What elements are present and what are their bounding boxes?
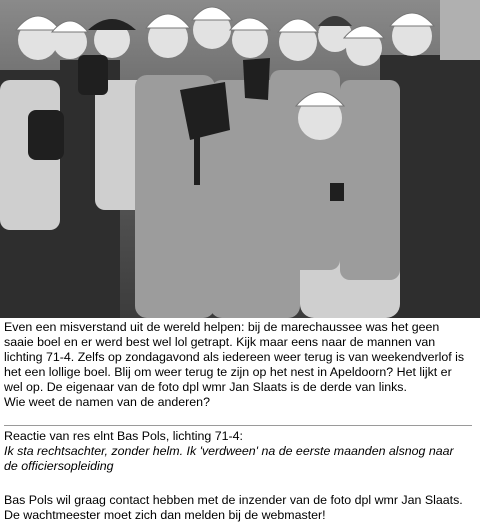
- caption-line: wel op. De eigenaar van de foto dpl wmr Jan Slaats is de derde van links.: [4, 380, 407, 394]
- reaction-quote: Ik sta rechtsachter, zonder helm. Ik 'verdween' na de eerste maanden alsnog naar: [4, 444, 454, 458]
- contact-note: [4, 493, 478, 523]
- contact-line: Bas Pols wil graag contact hebben met de inzender van de foto dpl wmr Jan Slaats.: [4, 493, 463, 507]
- reaction-block: [4, 429, 478, 474]
- reaction-heading: Reactie van res elnt Bas Pols, lichting 71-4:: [4, 429, 243, 443]
- photo-caption: [4, 320, 478, 410]
- caption-question: Wie weet de namen van de anderen?: [4, 395, 210, 409]
- reaction-quote: de officiersopleiding: [4, 459, 114, 473]
- caption-line: het een lollige boel. Blij om weer terug te zijn op het nest in Apeldoorn? Het lijkt er: [4, 365, 452, 379]
- caption-line: saaie boel en er werd best wel lol getrapt. Kijk maar eens naar de mannen van: [4, 335, 436, 349]
- contact-line: De wachtmeester moet zich dan melden bij de webmaster!: [4, 508, 326, 522]
- divider: [4, 425, 472, 426]
- caption-line: Even een misverstand uit de wereld helpen: bij de marechaussee was het geen: [4, 320, 440, 334]
- caption-line: lichting 71-4. Zelfs op zondagavond als iedereen weer terug is van weekendverlof is: [4, 350, 465, 364]
